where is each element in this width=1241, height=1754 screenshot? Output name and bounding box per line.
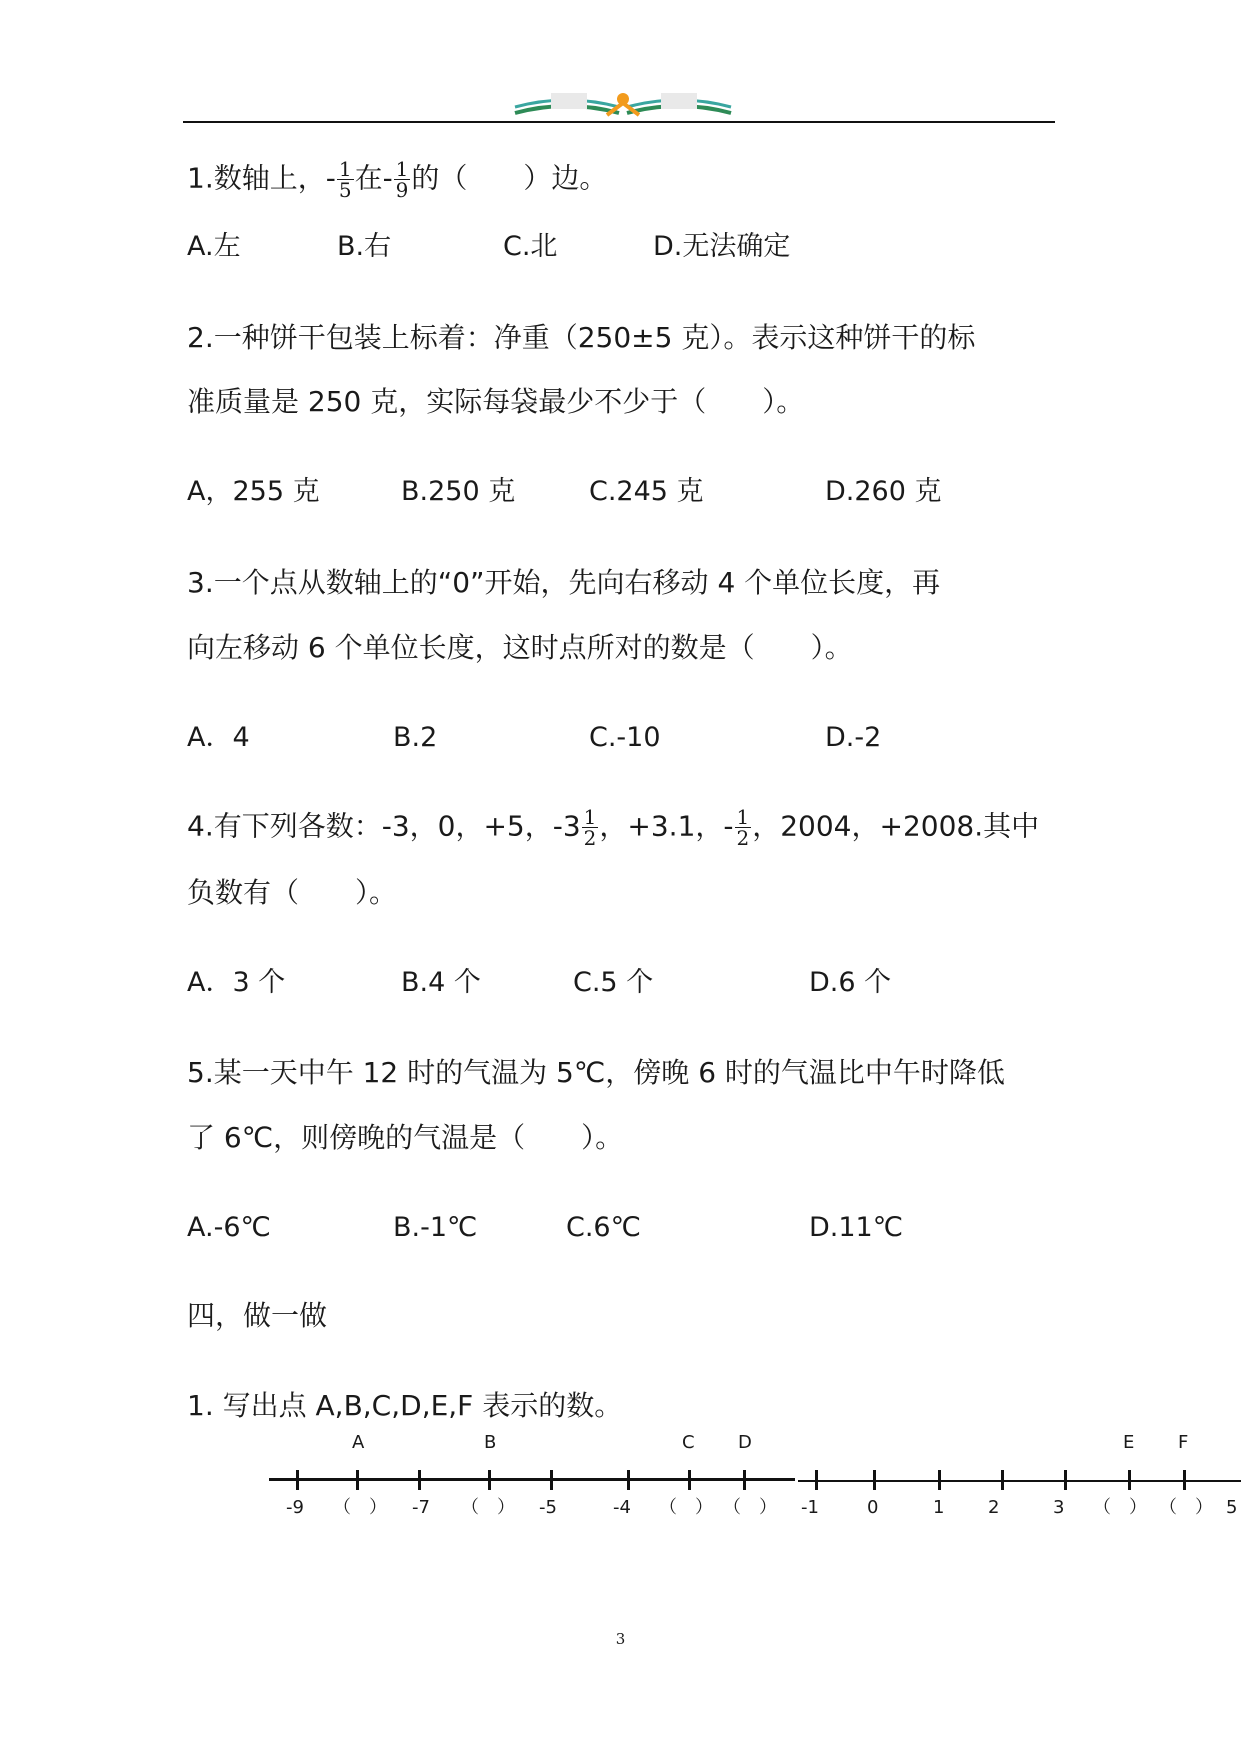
q3-option-a: A．4 bbox=[187, 722, 250, 753]
tick-label: -5 bbox=[539, 1497, 557, 1518]
tick-label: 2 bbox=[988, 1497, 1000, 1518]
q2-stem-line1: 2.一种饼干包装上标着：净重（250±5 克）。表示这种饼干的标 bbox=[187, 321, 976, 354]
point-label-e: E bbox=[1123, 1432, 1135, 1453]
q4-fraction-a bbox=[582, 807, 599, 848]
q5-option-c: C.6℃ bbox=[566, 1212, 641, 1243]
tick bbox=[418, 1470, 421, 1490]
q1-middle: 在- bbox=[354, 161, 393, 195]
fraction-numerator: 1 bbox=[395, 157, 409, 181]
q3-stem-line2: 向左移动 6 个单位长度，这时点所对的数是（ ）。 bbox=[187, 631, 853, 664]
q4-option-c: C.5 个 bbox=[573, 967, 654, 998]
q4-suffix: ，2004，+2008.其中 bbox=[752, 809, 1040, 843]
book-sun-logo-icon bbox=[511, 89, 735, 119]
tick-label: -4 bbox=[613, 1497, 631, 1518]
tick bbox=[296, 1470, 299, 1490]
tick bbox=[688, 1470, 691, 1490]
q5-stem-line1: 5.某一天中午 12 时的气温为 5℃，傍晚 6 时的气温比中午时降低 bbox=[187, 1056, 1005, 1089]
tick bbox=[815, 1470, 818, 1490]
q1-fraction-b bbox=[394, 159, 411, 200]
axis-line-left bbox=[269, 1478, 795, 1481]
tick-label-blank: （ ） bbox=[659, 1497, 713, 1518]
fraction-denominator: 2 bbox=[583, 826, 597, 850]
fraction-denominator: 5 bbox=[338, 178, 352, 202]
q1-stem bbox=[187, 159, 607, 200]
header-rule bbox=[183, 121, 1055, 123]
q2-option-b: B.250 克 bbox=[401, 476, 516, 507]
tick bbox=[1183, 1470, 1186, 1490]
tick-label: 5 bbox=[1226, 1497, 1238, 1518]
axis-line-right bbox=[798, 1480, 1241, 1482]
tick-label-blank: （ ） bbox=[1159, 1497, 1213, 1518]
tick-label: 0 bbox=[867, 1497, 879, 1518]
q3-stem-line1: 3.一个点从数轴上的“0”开始，先向右移动 4 个单位长度，再 bbox=[187, 566, 941, 599]
tick bbox=[1001, 1470, 1004, 1490]
section-task: 1. 写出点 A,B,C,D,E,F 表示的数。 bbox=[187, 1389, 623, 1422]
point-label-d: D bbox=[738, 1432, 752, 1453]
q1-option-c: C.北 bbox=[503, 231, 558, 262]
fraction-numerator: 1 bbox=[583, 805, 597, 829]
tick-label-blank: （ ） bbox=[1093, 1497, 1147, 1518]
q1-option-b: B.右 bbox=[337, 231, 392, 262]
tick-label-blank: （ ） bbox=[461, 1497, 515, 1518]
point-label-c: C bbox=[682, 1432, 695, 1453]
tick bbox=[938, 1470, 941, 1490]
q4-stem-line2: 负数有（ ）。 bbox=[187, 876, 398, 909]
q4-option-b: B.4 个 bbox=[401, 967, 481, 998]
tick bbox=[488, 1470, 491, 1490]
q4-prefix: 4.有下列各数：-3，0，+5，-3 bbox=[187, 809, 581, 843]
q2-option-c: C.245 克 bbox=[589, 476, 704, 507]
q4-option-d: D.6 个 bbox=[809, 967, 892, 998]
tick bbox=[627, 1470, 630, 1490]
tick-label: -1 bbox=[801, 1497, 819, 1518]
q1-prefix: 1.数轴上，- bbox=[187, 161, 336, 195]
q3-option-b: B.2 bbox=[393, 722, 438, 753]
tick bbox=[743, 1470, 746, 1490]
point-label-b: B bbox=[484, 1432, 497, 1453]
tick-label: -7 bbox=[412, 1497, 430, 1518]
tick-label: 1 bbox=[933, 1497, 945, 1518]
tick bbox=[1128, 1470, 1131, 1490]
q2-stem-line2: 准质量是 250 克，实际每袋最少不少于（ ）。 bbox=[187, 385, 805, 418]
q1-option-a: A.左 bbox=[187, 231, 241, 262]
fraction-denominator: 2 bbox=[736, 826, 750, 850]
q4-stem-line1 bbox=[187, 807, 1039, 848]
tick-label: 3 bbox=[1053, 1497, 1065, 1518]
q4-middle: ，+3.1，- bbox=[599, 809, 734, 843]
q2-option-a: A，255 克 bbox=[187, 476, 320, 507]
tick-label-blank: （ ） bbox=[333, 1497, 387, 1518]
q5-option-d: D.11℃ bbox=[809, 1212, 904, 1243]
tick-label-blank: （ ） bbox=[723, 1497, 777, 1518]
q1-option-d: D.无法确定 bbox=[653, 231, 791, 262]
page-number: 3 bbox=[615, 1630, 626, 1648]
fraction-numerator: 1 bbox=[736, 805, 750, 829]
header-logo bbox=[511, 89, 735, 119]
q3-option-c: C.-10 bbox=[589, 722, 661, 753]
q2-option-d: D.260 克 bbox=[825, 476, 942, 507]
q3-option-d: D.-2 bbox=[825, 722, 882, 753]
tick bbox=[356, 1470, 359, 1490]
fraction-numerator: 1 bbox=[338, 157, 352, 181]
q4-option-a: A．3 个 bbox=[187, 967, 286, 998]
q5-option-b: B.-1℃ bbox=[393, 1212, 478, 1243]
point-label-a: A bbox=[352, 1432, 365, 1453]
point-label-f: F bbox=[1178, 1432, 1189, 1453]
tick bbox=[1064, 1470, 1067, 1490]
q4-fraction-b bbox=[735, 807, 752, 848]
q5-stem-line2: 了 6℃，则傍晚的气温是（ ）。 bbox=[187, 1121, 624, 1154]
q1-suffix: 的（ ）边。 bbox=[411, 161, 608, 195]
section-title: 四，做一做 bbox=[187, 1299, 328, 1332]
q1-fraction-a bbox=[337, 159, 354, 200]
tick bbox=[550, 1470, 553, 1490]
tick bbox=[873, 1470, 876, 1490]
tick-label: -9 bbox=[286, 1497, 304, 1518]
fraction-denominator: 9 bbox=[395, 178, 409, 202]
q5-option-a: A.-6℃ bbox=[187, 1212, 271, 1243]
